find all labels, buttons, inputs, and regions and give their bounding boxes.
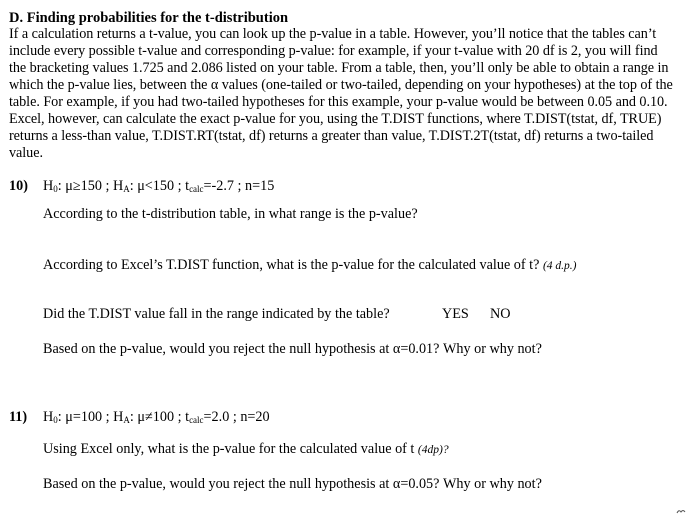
- question-11a-text: Using Excel only, what is the p-value for the calculated value of t: [43, 441, 415, 457]
- intro-paragraph: If a calculation returns a t-value, you can look up the p-value in a table. However, you’ll notice that the tables can’t include every possible t-value and corresponding p-value: for example, if your t-value with 20 df is 2, you will find the bracketing values 1.725 and 2.086 listed on your table. From a table, then, you’ll only be able to obtain a range in which the p-value lies, between the α values (one-tailed or two-tailed, depending on your hypotheses) at the top of the table. For example, if you had two-tailed hypotheses for this example, your p-value would be between 0.05 and 0.10. Excel, however, can calculate the exact p-value for you, using the T.DIST functions, where T.DIST(tstat, df, TRUE) returns a less-than value, T.DIST.RT(tstat, df) returns a greater than value, T.DIST.2T(tstat, df) returns a two-tailed value.: [9, 26, 673, 161]
- page-corner-mark: [676, 508, 686, 514]
- question-11a: [43, 441, 449, 458]
- t-calc-value: =2.0 ; n=20: [203, 409, 270, 425]
- yes-option[interactable]: YES: [442, 306, 469, 322]
- ha-statement: : μ≠100 ; t: [129, 409, 190, 425]
- question-10c-text: Did the T.DIST value fall in the range indicated by the table?: [43, 306, 390, 322]
- t-calc-subscript: calc: [189, 184, 204, 194]
- question-10-hypotheses: [9, 178, 274, 195]
- question-10b: [43, 257, 577, 274]
- question-10c: [43, 306, 603, 323]
- h0-statement: : μ=100 ;: [57, 409, 114, 425]
- question-11-hypotheses: [9, 409, 270, 426]
- question-10a: According to the t-distribution table, in what range is the p-value?: [43, 206, 418, 222]
- h0-subscript: 0: [53, 415, 58, 425]
- h0-subscript: 0: [53, 184, 58, 194]
- section-heading: D. Finding probabilities for the t-distribution: [9, 10, 289, 26]
- no-option[interactable]: NO: [490, 306, 511, 322]
- ha-label: H: [113, 409, 124, 425]
- ha-statement: : μ<150 ; t: [129, 178, 190, 194]
- t-calc-subscript: calc: [189, 415, 204, 425]
- question-11-number: 11): [9, 409, 28, 425]
- h0-label: H: [43, 178, 54, 194]
- h0-label: H: [43, 409, 54, 425]
- h0-statement: : μ≥150 ;: [57, 178, 113, 194]
- question-10b-text: According to Excel’s T.DIST function, what is the p-value for the calculated value of t?: [43, 257, 540, 273]
- question-10-number: 10): [9, 178, 28, 194]
- ha-subscript: A: [123, 184, 130, 194]
- t-calc-value: =-2.7 ; n=15: [203, 178, 275, 194]
- question-11b: Based on the p-value, would you reject the null hypothesis at α=0.05? Why or why not?: [43, 476, 542, 492]
- question-10b-note: (4 d.p.): [542, 260, 577, 272]
- question-10d: Based on the p-value, would you reject the null hypothesis at α=0.01? Why or why not?: [43, 341, 542, 357]
- question-11a-note: (4dp)?: [417, 444, 449, 456]
- ha-subscript: A: [123, 415, 130, 425]
- ha-label: H: [112, 178, 124, 194]
